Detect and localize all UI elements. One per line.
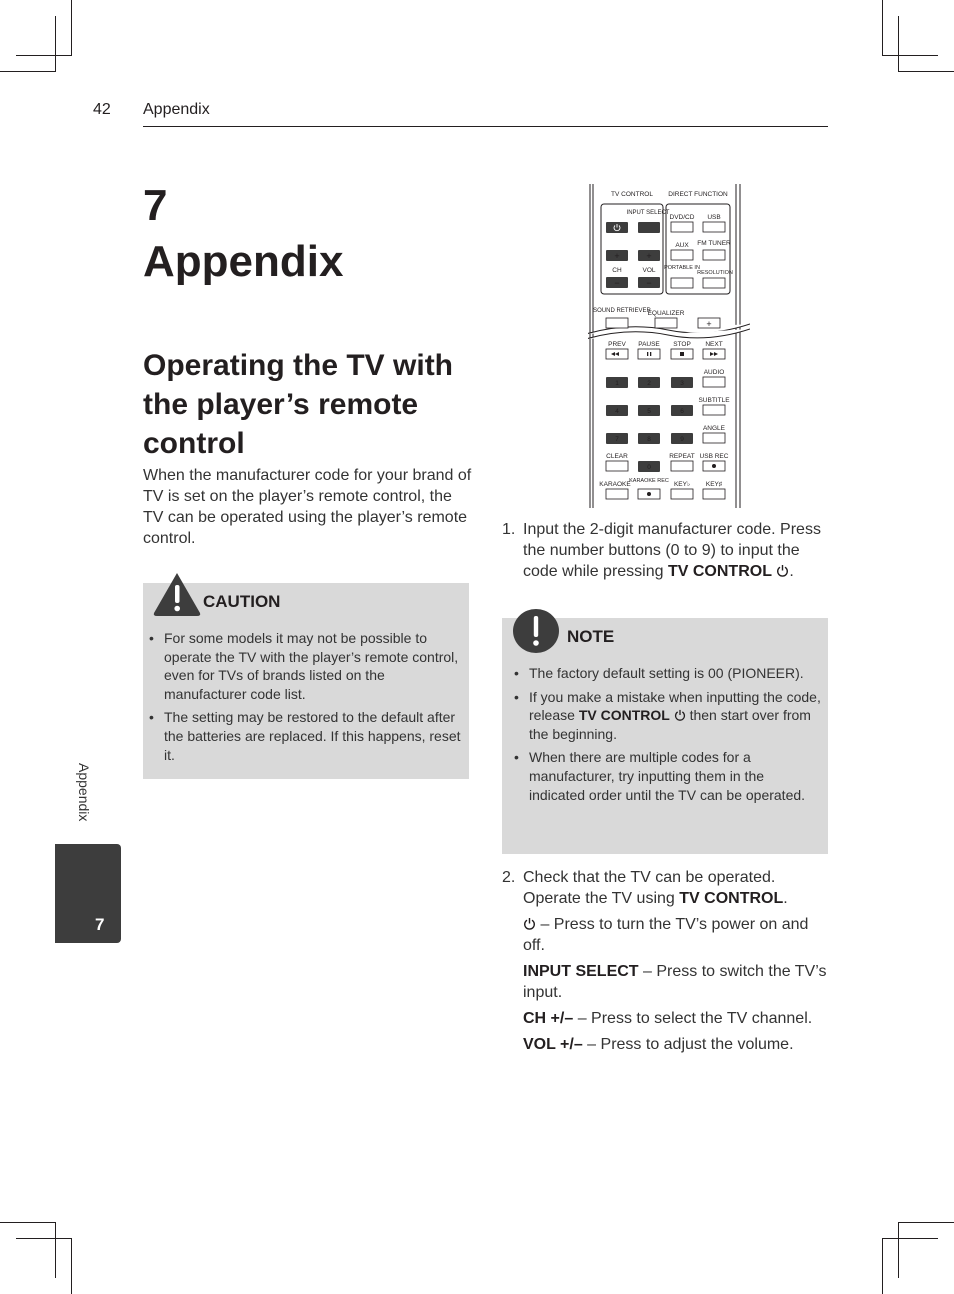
caution-title: CAUTION bbox=[203, 592, 281, 611]
caution-item: • For some models it may not be possible to operate the TV with the player’s remote control, even for TVs of brands listed on the manufacturer code list. bbox=[143, 629, 463, 703]
input-select-description: INPUT SELECT – Press to switch the TV’s input. bbox=[523, 963, 827, 1001]
step-number: 1. bbox=[502, 521, 516, 538]
running-header: Appendix bbox=[143, 101, 210, 118]
crop-mark bbox=[882, 1238, 938, 1239]
remote-label: INPUT SELECT bbox=[626, 210, 670, 216]
digit-label: 9 bbox=[680, 436, 684, 443]
remote-label: PAUSE bbox=[638, 341, 660, 348]
remote-control-illustration bbox=[588, 184, 750, 508]
pause-button bbox=[638, 349, 660, 359]
vol-description: VOL +/– – Press to adjust the volume. bbox=[523, 1036, 794, 1053]
repeat-button bbox=[671, 461, 693, 471]
ch-description: CH +/– – Press to select the TV channel. bbox=[523, 1010, 813, 1027]
digit-label: 3 bbox=[680, 380, 684, 387]
minus-label: − bbox=[646, 278, 652, 288]
note-list bbox=[508, 664, 822, 809]
crop-mark bbox=[898, 71, 954, 72]
crop-mark bbox=[882, 1238, 883, 1294]
equalizer-button bbox=[655, 318, 677, 328]
step-1 bbox=[502, 519, 832, 582]
crop-mark bbox=[882, 55, 938, 56]
caution-item: • The setting may be restored to the default after the batteries are replaced. If this happens, reset it. bbox=[143, 708, 463, 764]
remote-label: KEY♭ bbox=[673, 481, 691, 488]
plus-label: + bbox=[614, 251, 620, 261]
resolution-button bbox=[703, 278, 725, 288]
power-icon bbox=[523, 917, 536, 930]
digit-label: 2 bbox=[647, 380, 651, 387]
power-icon bbox=[776, 564, 789, 577]
crop-mark bbox=[0, 1222, 56, 1223]
step-bold: TV CONTROL bbox=[667, 563, 772, 580]
remote-label: AUDIO bbox=[703, 369, 725, 376]
usb-button bbox=[703, 222, 725, 232]
remote-label: CH bbox=[612, 267, 622, 274]
caution-box bbox=[143, 583, 469, 779]
crop-mark bbox=[0, 71, 56, 72]
section-title: Operating the TV with the player’s remote control bbox=[143, 349, 454, 460]
side-tab-label: Appendix bbox=[76, 763, 92, 822]
crop-mark bbox=[71, 1238, 72, 1294]
step-text: Check that the TV can be operated. Operate the TV using bbox=[523, 869, 776, 907]
pause-icon bbox=[647, 352, 648, 356]
digit-label: 0 bbox=[647, 464, 651, 471]
record-dot-icon bbox=[712, 464, 716, 468]
crop-mark bbox=[898, 1222, 899, 1278]
power-icon bbox=[674, 709, 686, 721]
step-bold: TV CONTROL bbox=[679, 890, 784, 907]
digit-label: 4 bbox=[615, 408, 619, 415]
portable-in-button bbox=[671, 278, 693, 288]
crop-mark bbox=[55, 16, 56, 72]
clear-button bbox=[606, 461, 628, 471]
subtitle-button bbox=[703, 405, 725, 415]
note-item: • When there are multiple codes for a manufacturer, try inputting them in the indicated order until the TV can be operated. bbox=[508, 748, 822, 804]
header-rule bbox=[143, 126, 828, 127]
dvd-cd-button bbox=[671, 222, 693, 232]
remote-label: ANGLE bbox=[702, 425, 726, 432]
digit-label: 5 bbox=[647, 408, 651, 415]
crop-mark bbox=[16, 1238, 72, 1239]
digit-label: 1 bbox=[615, 380, 619, 387]
fm-tuner-button bbox=[703, 250, 725, 260]
angle-button bbox=[703, 433, 725, 443]
remote-label: REPEAT bbox=[669, 453, 695, 460]
power-description: – Press to turn the TV’s power on and off. bbox=[523, 916, 809, 954]
remote-label: STOP bbox=[673, 341, 691, 348]
remote-label: KARAOKE REC bbox=[629, 478, 669, 484]
aux-button bbox=[671, 250, 693, 260]
remote-label: USB bbox=[707, 214, 721, 221]
remote-label: KEY♯ bbox=[705, 481, 723, 488]
record-dot-icon bbox=[647, 492, 651, 496]
chapter-number: 7 bbox=[143, 181, 168, 230]
step-end: . bbox=[789, 563, 794, 580]
input-select-button bbox=[638, 222, 660, 233]
note-title: NOTE bbox=[567, 627, 615, 646]
remote-label: NEXT bbox=[705, 341, 723, 348]
plus-label: + bbox=[646, 251, 652, 261]
note-item: • The factory default setting is 00 (PIONEER). bbox=[508, 664, 822, 683]
key-flat-button bbox=[671, 489, 693, 499]
minus-label: − bbox=[614, 278, 620, 288]
digit-label: 6 bbox=[680, 408, 684, 415]
caution-list bbox=[143, 629, 463, 769]
plus-label: + bbox=[706, 319, 712, 329]
crop-mark bbox=[898, 16, 899, 72]
step-number: 2. bbox=[502, 869, 516, 886]
intro-paragraph: When the manufacturer code for your brand of TV is set on the player’s remote control, the TV can be operated using the player’s remote control. bbox=[143, 467, 472, 547]
page-number: 42 bbox=[93, 101, 111, 118]
remote-label: DVD/CD bbox=[669, 214, 695, 221]
remote-label: SOUND RETRIEVER bbox=[593, 308, 651, 314]
warning-triangle-icon bbox=[152, 571, 202, 617]
audio-button bbox=[703, 377, 725, 387]
remote-label: KARAOKE bbox=[599, 481, 631, 488]
digit-label: 7 bbox=[615, 436, 619, 443]
step-text: Input the 2-digit manufacturer code. Press the number buttons (0 to 9) to input the code while pressing bbox=[523, 521, 821, 580]
crop-mark bbox=[898, 1222, 954, 1223]
remote-label: PORTABLE IN bbox=[664, 265, 700, 271]
chapter-title: Appendix bbox=[143, 237, 344, 286]
remote-label: VOL bbox=[642, 267, 656, 274]
remote-label: SUBTITLE bbox=[698, 397, 730, 404]
stop-icon bbox=[680, 352, 684, 356]
remote-label: CLEAR bbox=[606, 453, 628, 460]
note-box bbox=[502, 618, 828, 854]
remote-label: USB REC bbox=[699, 453, 729, 460]
remote-label: TV CONTROL bbox=[611, 191, 653, 198]
remote-label: DIRECT FUNCTION bbox=[668, 191, 728, 198]
remote-label: AUX bbox=[675, 242, 689, 249]
step-2: 2. Check that the TV can be operated. Operate the TV using TV CONTROL. – Press to turn the TV’s power on and off. INPUT SELECT – Press to switch the TV’s input. CH +/– – Press to select the TV channel. VOL +/– – Press to adjust the volume. bbox=[502, 867, 832, 1060]
remote-label: EQUALIZER bbox=[647, 310, 685, 317]
remote-label: FM TUNER bbox=[697, 240, 731, 247]
remote-label: PREV bbox=[608, 341, 626, 348]
crop-mark bbox=[16, 55, 72, 56]
crop-mark bbox=[55, 1222, 56, 1278]
crop-mark bbox=[882, 0, 883, 56]
karaoke-button bbox=[606, 489, 628, 499]
exclamation-circle-icon bbox=[512, 608, 560, 654]
remote-label: RESOLUTION bbox=[697, 270, 733, 276]
note-item: • If you make a mistake when inputting the code, release TV CONTROL then start over from the beginning. bbox=[508, 688, 822, 744]
sound-retriever-button bbox=[606, 318, 628, 328]
key-sharp-button bbox=[703, 489, 725, 499]
side-tab-number: 7 bbox=[95, 915, 105, 934]
crop-mark bbox=[71, 0, 72, 56]
digit-label: 8 bbox=[647, 436, 651, 443]
